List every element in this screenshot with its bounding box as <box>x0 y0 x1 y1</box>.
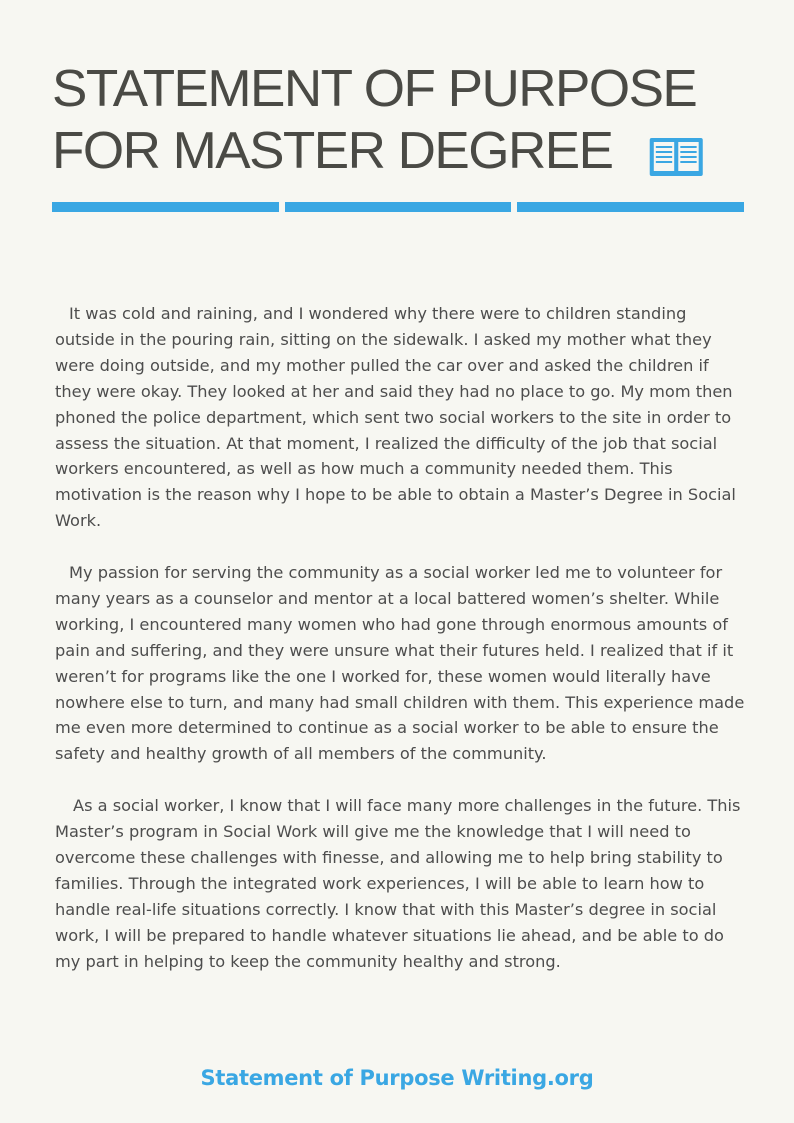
statement-body <box>55 301 745 1000</box>
footer-site-name: Statement of Purpose Writing.org <box>200 1066 594 1090</box>
title-line-1: STATEMENT OF PURPOSE <box>52 60 697 118</box>
page-title <box>52 58 752 182</box>
divider-segment-1 <box>52 202 279 212</box>
paragraph-2: My passion for serving the community as a social worker led me to volunteer for many years as a counselor and mentor at a local battered women’s shelter. While working, I encountered many women who had gone through enormous amounts of pain and suffering, and they were unsure what their futures held. I realized that if it weren’t for programs like the one I worked for, these women would literally have nowhere else to turn, and many had small children with them. This experience made me even more determined to continue as a social worker to be able to ensure the safety and healthy growth of all members of the community. <box>55 563 745 764</box>
paragraph-3: As a social worker, I know that I will face many more challenges in the future. This Master’s program in Social Work will give me the knowledge that I will need to overcome these challenges with finesse, and allowing me to help bring stability to families. Through the integrated work experiences, I will be able to learn how to handle real-life situations correctly. I know that with this Master’s degree in social work, I will be prepared to handle whatever situations lie ahead, and be able to do my part in helping to keep the community healthy and strong. <box>55 796 741 971</box>
title-divider <box>52 202 744 212</box>
title-line-2: FOR MASTER DEGREE <box>52 122 613 180</box>
paragraph-1: It was cold and raining, and I wondered why there were to children standing outside in the pouring rain, sitting on the sidewalk. I asked my mother what they were doing outside, and my mother pulled the car over and asked the children if they were okay. They looked at her and said they had no place to go. My mom then phoned the police department, which sent two social workers to the site in order to assess the situation. At that moment, I realized the difficulty of the job that social workers encountered, as well as how much a community needed them. This motivation is the reason why I hope to be able to obtain a Master’s Degree in Social Work. <box>55 304 736 531</box>
title-line-2-row <box>52 120 766 182</box>
open-book-icon <box>649 131 704 175</box>
divider-segment-3 <box>517 202 744 212</box>
divider-segment-2 <box>285 202 512 212</box>
